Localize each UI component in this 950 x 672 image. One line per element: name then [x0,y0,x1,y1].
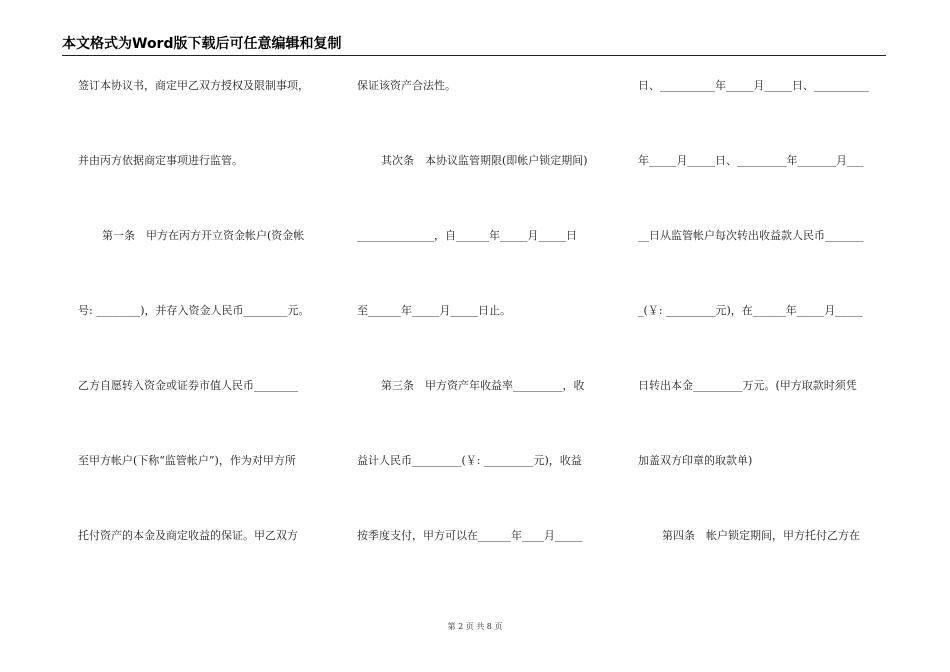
page-number-footer: 第 2 页 共 8 页 [447,622,503,631]
text-line: 签订本协议书，商定甲乙双方授权及限制事项， [78,79,309,92]
text-line: 并由丙方依据商定事项进行监管。 [78,154,243,167]
text-line: 按季度支付，甲方可以在______年____月_____ [357,529,583,542]
article-heading-line: 第三条 甲方资产年收益率_________，收 [381,379,585,392]
text-line: 加盖双方印章的取款单) [638,454,753,467]
text-line: 托付资产的本金及商定收益的保证。甲乙双方 [78,529,298,542]
text-line: 至甲方帐户(下称“监管帐户”)，作为对甲方所 [78,454,296,467]
text-line: _(￥: _________元)，在______年_____月_____ [638,304,863,317]
text-line: 益计人民币_________(￥: _________元)，收益 [357,454,582,467]
header-title: 本文格式为Word版下载后可任意编辑和复制 [62,36,342,52]
text-line: 日、__________年_____月_____日、__________ [638,79,869,92]
text-line: 年_____月_____日、_________年_______月___ [638,154,864,167]
article-heading-line: 第一条 甲方在丙方开立资金帐户(资金帐 [102,229,305,242]
text-line: __日从监管帐户每次转出收益款人民币_______ [638,229,864,242]
article-heading-line: 第四条 帐户锁定期间，甲方托付乙方在 [662,529,860,542]
text-line: 至______年_____月_____日止。 [357,304,511,317]
text-line: 日转出本金_________万元。(甲方取款时须凭 [638,379,857,392]
page-header [62,35,886,56]
text-line: 号: ________)，并存入资金人民币________元。 [78,304,310,317]
text-line: ______________，自______年_____月_____日 [357,229,577,242]
text-line: 乙方自愿转入资金或证券市值人民币________ [78,379,298,392]
text-line: 保证该资产合法性。 [357,79,456,92]
article-heading-line: 其次条 本协议监管期限(即帐户锁定期间) [381,154,588,167]
